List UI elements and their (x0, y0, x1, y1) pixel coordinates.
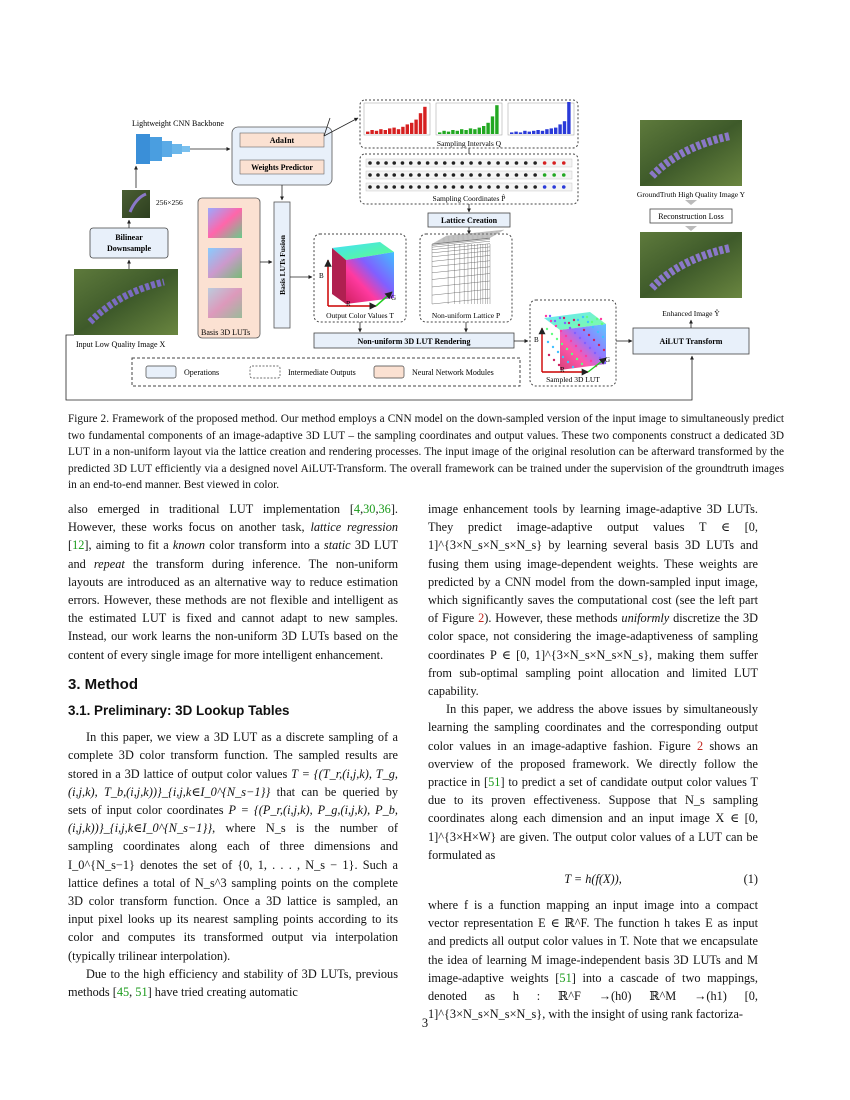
legend-nn-swatch (374, 366, 404, 378)
sampled-point (571, 353, 573, 355)
legend-operations: Operations (184, 368, 220, 377)
right-column (428, 500, 758, 1023)
sampling-dot (469, 161, 473, 165)
sampled-point (577, 319, 579, 321)
histograms (364, 102, 574, 135)
sampling-dot (460, 185, 464, 189)
sampled-point (565, 335, 567, 337)
sampling-coords-label: Sampling Coordinates P̂ (432, 194, 506, 203)
text-span: static (323, 538, 351, 553)
sampling-dot (417, 161, 421, 165)
sampling-dot (496, 173, 500, 177)
citation-link[interactable]: 4 (353, 502, 361, 516)
sampling-dot (452, 173, 456, 177)
sampling-dot (515, 161, 519, 165)
sampled-point (593, 339, 595, 341)
sampling-dot (409, 161, 413, 165)
right-paragraph-3 (428, 896, 758, 1023)
sampling-dot (469, 173, 473, 177)
text-span: lattice regression (310, 520, 398, 535)
histogram-bar (392, 128, 395, 134)
sampled-point (578, 324, 580, 326)
cnn-backbone (136, 134, 230, 164)
sampling-dot (460, 173, 464, 177)
nonuniform-lattice-label: Non-uniform Lattice P (431, 311, 501, 320)
adaint-label: AdaInt (269, 136, 295, 145)
histogram-bar (406, 124, 409, 134)
figure-caption: Figure 2. Framework of the proposed method. Our method employs a CNN model on the down-sampled version of the input image to simultaneously predict two fundamental components of an image-adaptive 3D LUT – the sampling coordinates and output values. These two components construct a dedicated 3D LUT in a non-uniform layout via the lattice creation and rendering processes. The input image of the original resolution can be afterward transformed by the predicted 3D LUT efficiently via a designed novel AiLUT-Transform. The overall framework can be trained under the supervision of the groundtruth images in an end-to-end manner. Best viewed in color. (68, 413, 784, 492)
axis-r-1: R (346, 300, 351, 308)
histogram-bar (550, 128, 553, 134)
sampling-dot (478, 173, 482, 177)
sampling-intervals-label: Sampling Intervals Q (436, 139, 502, 148)
histogram-bar (366, 132, 369, 134)
histogram-bar (495, 105, 498, 134)
sampled-point (553, 359, 555, 361)
citation-link[interactable]: 12 (72, 538, 85, 553)
sampled-point (591, 321, 593, 323)
sampling-dot (515, 173, 519, 177)
histogram-bar (541, 131, 544, 134)
sampling-dot (417, 185, 421, 189)
sampling-dot (487, 173, 491, 177)
sampled-point (586, 316, 588, 318)
histogram-bar (491, 116, 494, 134)
sampling-dot (543, 173, 547, 177)
sampled-point (570, 340, 572, 342)
axis-g-2: G (605, 356, 611, 364)
sampling-dot (392, 173, 396, 177)
sampling-dot (552, 173, 556, 177)
text-span: In this paper, we view a 3D LUT as a discrete sampling of a complete 3D color transform function. The sampled results are stored in a 3D lattice of output color values (68, 730, 398, 781)
sampled-point (602, 336, 604, 338)
input-label: Input Low Quality Image X (76, 340, 166, 349)
histogram-bar (401, 127, 404, 134)
histogram-bar (423, 107, 426, 134)
histogram-bar (482, 126, 485, 134)
sampled-point (574, 332, 576, 334)
histogram-bar (370, 130, 373, 134)
sampling-dot (543, 161, 547, 165)
rendering-label: Non-uniform 3D LUT Rendering (357, 337, 471, 346)
sampled-point (551, 333, 553, 335)
histogram-bar (545, 129, 548, 134)
text-span: ). However, these methods (484, 611, 618, 626)
sampled-point (561, 343, 563, 345)
sampling-dot (552, 161, 556, 165)
bilinear-label-1: Bilinear (115, 233, 143, 242)
text-span: image enhancement tools by learning image-adaptive 3D LUTs. They predict image-adaptive output values T ∈ [0, 1]^{3×N_s×N_s×N_s} by learning several basis 3D LUTs and fusing them using image-dependent weights. These weights are predicted by a CNN model from the down-sampled input image, which significantly saves the computational cost (see the left part of Figure (428, 502, 758, 626)
text-span: repeat (93, 556, 125, 571)
sampled-point (583, 329, 585, 331)
histogram-bar (563, 121, 566, 134)
text-span: ] have tried creating automatic (147, 985, 298, 1000)
sampling-dot (384, 173, 388, 177)
sampled-point (562, 356, 564, 358)
sampled-point (589, 347, 591, 349)
sampled-point (601, 323, 603, 325)
histogram-bar (460, 129, 463, 134)
histogram-bar (447, 132, 450, 134)
right-paragraph-2 (428, 700, 758, 864)
sampled-point (552, 346, 554, 348)
framework-figure (60, 92, 760, 412)
sampling-dot (434, 161, 438, 165)
sampled-point (590, 360, 592, 362)
histogram-bar (456, 131, 459, 134)
text-span: ] to predict a set of candidate output color values T due to its proven effectiveness. Suppose that N_s sampling coordinates along each dimension and an input image X ∈ [0, 1]^{3×H×W} are given. The output color values of a LUT can be formulated as (428, 775, 758, 862)
sampling-dot (533, 161, 537, 165)
sampling-dot (392, 161, 396, 165)
left-paragraph-1: also emerged in traditional LUT implementation [4,30,36]. However, these works focus on another task, lattice regression [12], aiming to fit a known color transform into a static 3D LUT and repeat the transform during inference. The non-uniform layouts are introduced as an alternative way to reduce estimation errors. However, these methods are not flexible and intelligent as the estimated LUT is fixed and cannot adapt to new samples. Instead, our work learns the non-uniform 3D LUTs based on the content of every single image for more intelligent enhancement. (68, 502, 399, 662)
sampled-point (584, 342, 586, 344)
sampled-point (548, 354, 550, 356)
sampled-point (592, 326, 594, 328)
sampling-dot (505, 161, 509, 165)
sampled-point (557, 351, 559, 353)
sampled-point (575, 345, 577, 347)
sampled-point (559, 317, 561, 319)
sampling-dot (515, 185, 519, 189)
sampled-point (580, 350, 582, 352)
sampled-point (546, 328, 548, 330)
sampled-point (573, 319, 575, 321)
dot-row (366, 159, 572, 167)
axis-b-2: B (534, 336, 539, 344)
sampled-point (560, 330, 562, 332)
sampling-dot (562, 185, 566, 189)
sampled-point (585, 355, 587, 357)
histogram-bar (469, 128, 472, 134)
histogram-bar (554, 128, 557, 134)
axis-b-1: B (319, 272, 324, 280)
histogram-bar (379, 129, 382, 134)
histogram-bar (414, 120, 417, 134)
sampled-point (597, 331, 599, 333)
sampling-dot (401, 173, 405, 177)
histogram-bar (410, 123, 413, 134)
figure-link[interactable]: 2 (478, 611, 485, 626)
sampling-dot (384, 185, 388, 189)
equation-body: T = h(f(X)), (564, 872, 622, 887)
figure-link[interactable]: 2 (696, 738, 704, 753)
citation-link[interactable]: 51 (488, 775, 501, 790)
sampled-point (556, 338, 558, 340)
histogram-bar (486, 123, 489, 134)
histogram-bar (510, 132, 513, 134)
sampling-dot (562, 161, 566, 165)
legend-intermediate-swatch (250, 366, 280, 378)
sampling-dot (496, 185, 500, 189)
output-cube (328, 242, 397, 306)
sampling-dot (452, 185, 456, 189)
sampling-dot (384, 161, 388, 165)
sampling-dot (478, 161, 482, 165)
math-span: T = {(T_r,(i,j,k), T_g,(i,j,k), T_b,(i,j,k))}_{i,j,k∈I_0^{N_s−1}} (68, 766, 398, 799)
sampling-dot (443, 185, 447, 189)
sampling-dot (505, 185, 509, 189)
ailut-label: AiLUT Transform (659, 337, 723, 346)
sampled-point (603, 349, 605, 351)
sampled-point (596, 318, 598, 320)
left-paragraph-3: Due to the high efficiency and stability of 3D LUTs, previous methods [45, 51] have tried creating automatic (68, 966, 398, 1000)
left-column (68, 500, 398, 1001)
text-span: color transform into a (209, 538, 320, 553)
sampling-dot (376, 173, 380, 177)
fusion-label: Basis LUTs Fusion (278, 235, 287, 295)
citation-link[interactable]: 51 (559, 970, 572, 985)
left-paragraph-2 (68, 728, 398, 965)
histogram-bar (375, 131, 378, 134)
sampling-dot (426, 173, 430, 177)
sampled-point (587, 321, 589, 323)
text-span: , where N_s is the number of sampling coordinates along each of three dimensions and I_0^{N_s−1} denotes the set of {0, 1, . . . , N_s − 1}. Such a lattice defines a total of N_s^3 sampling points on the complete 3D color transform function. Once a 3D lattice is sampled, an input pixel looks up its nearest sampling points according to its color and computes its transformed output via interpolation (typically trilinear interpolation). (68, 821, 398, 963)
sampled-point (554, 320, 556, 322)
sampling-dot (368, 161, 372, 165)
sampling-dot (368, 173, 372, 177)
histogram-bar (514, 132, 517, 134)
text-span: 3D LUT and (68, 538, 399, 571)
sampling-dot (552, 185, 556, 189)
sampling-dot (460, 161, 464, 165)
text-span: ], aiming to fit a (84, 538, 169, 553)
text-span: that can be queried by sets of input color coordinates (68, 784, 399, 818)
text-span: where f is a function mapping an input image into a compact vector representation E ∈ ℝ^F. The function h takes E as input and predicts all output color values in T. Note that we encapsulate the idea of learning M image-independent basis 3D LUTs and M image-adaptive weights [ (428, 898, 758, 985)
sampling-dot (417, 173, 421, 177)
sampled-point (598, 344, 600, 346)
dot-row (366, 171, 572, 179)
histogram-bar (523, 131, 526, 134)
histogram-bar (388, 128, 391, 134)
sampling-dot (426, 161, 430, 165)
sampled-point (582, 316, 584, 318)
sampling-dot (452, 161, 456, 165)
sampling-dot (443, 161, 447, 165)
sampled-point (569, 327, 571, 329)
histogram-bar (478, 128, 481, 134)
gt-label: GroundTruth High Quality Image Y (636, 190, 746, 199)
sampling-dot (426, 185, 430, 189)
sampled-point (545, 315, 547, 317)
citation-link[interactable]: 45 (116, 985, 130, 1000)
subsection-heading-prelim: 3.1. Preliminary: 3D Lookup Tables (68, 703, 290, 719)
citation-link[interactable]: 36 (378, 502, 391, 516)
equation-1 (428, 870, 758, 890)
text-span: discretize the 3D color space, not considering the image-adaptiveness of sampling coordinates P ∈ [0, 1]^{3×N_s×N_s×N_s}, making them suffer from sub-optimal sampling point allocation and limited LUT capability. (428, 611, 758, 699)
sampled-point (600, 318, 602, 320)
section-heading-method: 3. Method (68, 675, 138, 693)
output-values-label: Output Color Values T (326, 311, 394, 320)
histogram-bar (558, 124, 561, 134)
basis-luts-label: Basis 3D LUTs (201, 328, 251, 337)
text-span: uniformly (621, 611, 670, 626)
sampling-dot (487, 161, 491, 165)
bilinear-label-2: Downsample (106, 244, 152, 253)
page-number: 3 (421, 1016, 429, 1030)
sampling-dot (533, 173, 537, 177)
histogram-bar (536, 130, 539, 134)
size-label: 256×256 (156, 198, 183, 207)
backbone-label: Lightweight CNN Backbone (132, 119, 224, 128)
sampled-point (576, 358, 578, 360)
sampling-dot (401, 185, 405, 189)
sampling-dot (524, 161, 528, 165)
recon-loss-label: Reconstruction Loss (658, 212, 724, 221)
sampling-dot (392, 185, 396, 189)
right-paragraph-1 (428, 500, 758, 700)
sampling-dot (487, 185, 491, 189)
equation-number: (1) (743, 872, 758, 887)
sampling-dot (469, 185, 473, 189)
citation-link[interactable]: 51 (135, 985, 148, 1000)
sampling-dot (524, 185, 528, 189)
sampling-dot (505, 173, 509, 177)
axis-g-1: G (391, 294, 397, 302)
histogram-bar (384, 130, 387, 134)
histogram-bar (397, 129, 400, 134)
sampling-dot (434, 185, 438, 189)
basis-lut-cubes (208, 208, 242, 318)
histogram-bar (532, 131, 535, 134)
text-span: shows an overview of the proposed framework. We directly follow the practice in [ (428, 738, 759, 790)
sampling-dot (409, 173, 413, 177)
histogram-bar (419, 113, 422, 134)
histogram-bar (464, 130, 467, 134)
sampling-dot (368, 185, 372, 189)
sampling-dot (496, 161, 500, 165)
sampled-lut-label: Sampled 3D LUT (546, 375, 600, 384)
sampled-point (581, 363, 583, 365)
sampling-dot (401, 161, 405, 165)
sampling-dot (443, 173, 447, 177)
histogram-bar (567, 102, 570, 134)
dot-row (366, 183, 572, 191)
histogram-bar (519, 132, 522, 134)
histogram-bar (528, 132, 531, 134)
text-span: known (172, 538, 206, 553)
sampling-dot (478, 185, 482, 189)
sampling-dot (409, 185, 413, 189)
math-span: P = {(P_r,(i,j,k), P_g,(i,j,k), P_b,(i,j,k))}_{i,j,k∈I_0^{N_s−1}} (68, 803, 398, 836)
sampled-point (594, 352, 596, 354)
sampling-dot (533, 185, 537, 189)
sampled-point (579, 337, 581, 339)
sampling-dot (562, 173, 566, 177)
lattice-creation-label: Lattice Creation (440, 216, 498, 225)
axis-r-2: R (560, 366, 565, 374)
histogram-bar (473, 129, 476, 134)
text-span: the transform during inference. The non-uniform layouts are introduced as an alternative way to reduce estimation errors. However, these methods are not flexible and intelligent as the estimated LUT is fixed and cannot adapt to new samples. Instead, our work learns the non-uniform 3D LUTs based on the content of every single image for more intelligent enhancement. (68, 556, 399, 662)
sampling-dot (524, 173, 528, 177)
sampled-point (567, 361, 569, 363)
sampled-point (549, 315, 551, 317)
text-span: ]. However, these works focus on another task, (68, 502, 398, 535)
citation-link[interactable]: 30 (363, 502, 376, 516)
histogram-bar (442, 131, 445, 134)
sampled-point (564, 322, 566, 324)
sampled-point (547, 341, 549, 343)
legend-operations-swatch (146, 366, 176, 378)
sampling-dot (543, 185, 547, 189)
sampled-point (599, 357, 601, 359)
weights-predictor-label: Weights Predictor (251, 163, 313, 172)
sampling-dot (376, 161, 380, 165)
sampled-point (588, 334, 590, 336)
text-span: ] into a cascade of two mappings, denoted as h : ℝ^F →(h0) ℝ^M →(h1) [0, 1]^{3×N_s×N_s×N_s}, with the insight of using rank factoriza- (428, 970, 759, 1022)
sampled-point (563, 317, 565, 319)
enhanced-label: Enhanced Image Ŷ (662, 309, 720, 318)
text-span: also emerged in traditional LUT implementation [ (68, 502, 354, 516)
sampling-dot (434, 173, 438, 177)
histogram-bar (438, 132, 441, 134)
legend-nn: Neural Network Modules (412, 368, 494, 377)
sampled-point (550, 320, 552, 322)
sampled-point (555, 325, 557, 327)
sampling-dot (376, 185, 380, 189)
legend-intermediate: Intermediate Outputs (288, 368, 356, 377)
sampled-point (572, 366, 574, 368)
histogram-bar (451, 130, 454, 134)
text-span: Due to the high efficiency and stability of 3D LUTs, previous methods [ (68, 966, 398, 1000)
sampling-dots (366, 159, 572, 191)
text-span: In this paper, we address the above issues by simultaneously learning the sampling coordinates and the corresponding output color values in an image-adaptive fashion. Figure (428, 702, 758, 753)
sampled-point (568, 322, 570, 324)
sampled-point (566, 348, 568, 350)
